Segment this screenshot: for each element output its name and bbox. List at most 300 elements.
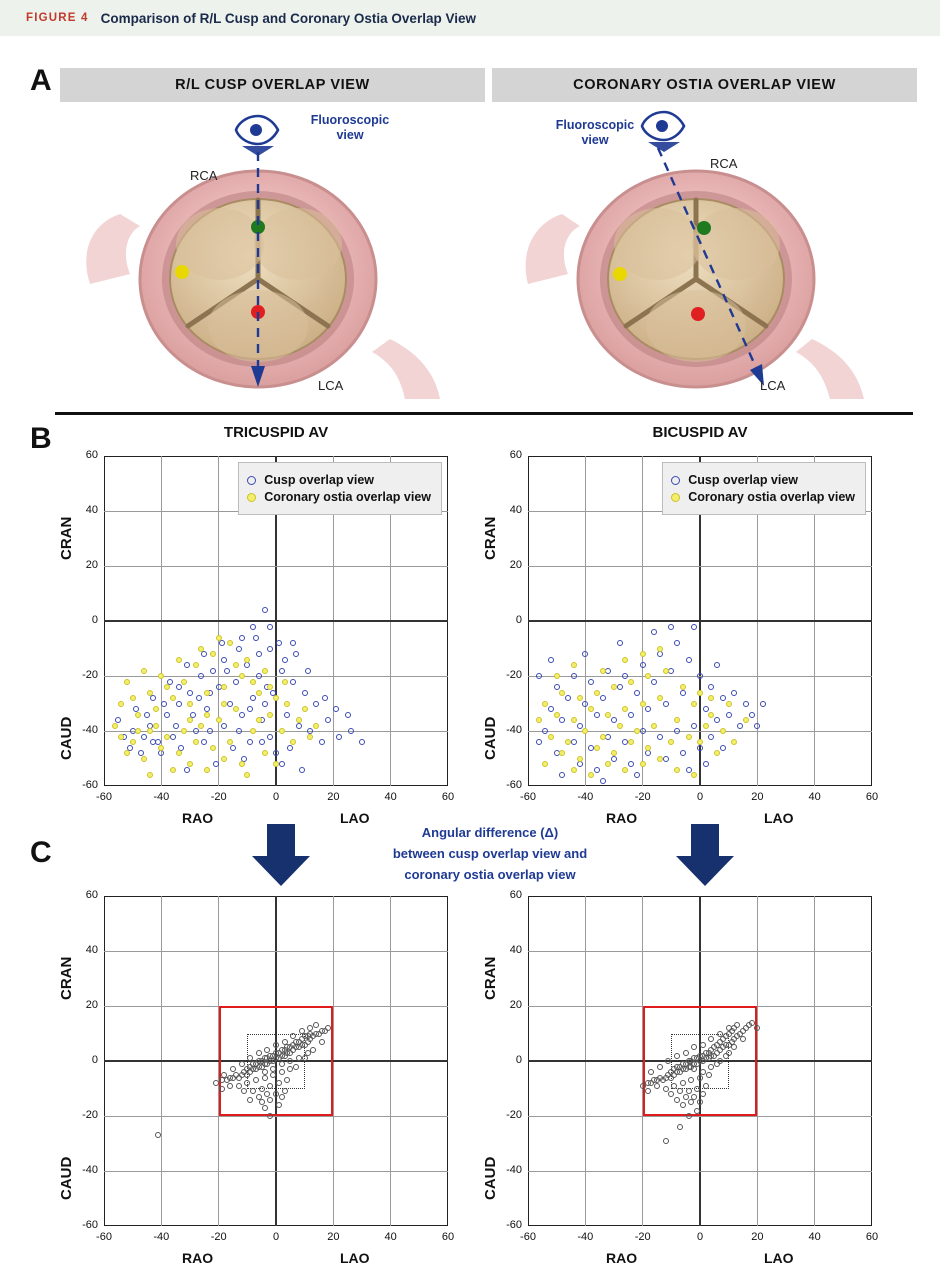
data-point bbox=[594, 745, 600, 751]
y-tick-label: 60 bbox=[85, 889, 98, 901]
panel-letter-b: B bbox=[30, 422, 52, 455]
y-tick-label: 20 bbox=[509, 999, 522, 1011]
x-axis-label-rao-b1: RAO bbox=[182, 810, 214, 826]
data-point bbox=[210, 745, 216, 751]
data-point bbox=[279, 761, 285, 767]
data-point bbox=[147, 728, 153, 734]
data-point bbox=[221, 657, 227, 663]
data-point bbox=[144, 712, 150, 718]
y-tick-label: -20 bbox=[506, 1109, 522, 1121]
down-arrow-right bbox=[676, 824, 734, 886]
data-point bbox=[147, 690, 153, 696]
data-point bbox=[187, 717, 193, 723]
x-axis-label-lao-b2: LAO bbox=[764, 810, 794, 826]
data-point bbox=[571, 739, 577, 745]
x-tick-label: -40 bbox=[153, 1231, 170, 1243]
x-tick-label: 60 bbox=[441, 1231, 455, 1243]
data-point bbox=[640, 761, 646, 767]
data-point bbox=[628, 712, 634, 718]
data-point bbox=[325, 717, 331, 723]
data-point bbox=[267, 712, 273, 718]
data-point bbox=[657, 734, 663, 740]
data-point bbox=[640, 701, 646, 707]
data-point bbox=[135, 712, 141, 718]
data-point bbox=[273, 761, 279, 767]
data-point bbox=[176, 701, 182, 707]
data-point bbox=[554, 673, 560, 679]
data-point bbox=[262, 1075, 268, 1081]
data-point bbox=[282, 1039, 288, 1045]
x-axis-label-rao-c2: RAO bbox=[606, 1250, 638, 1266]
aortic-root-illustration-right bbox=[492, 104, 917, 404]
data-point bbox=[345, 712, 351, 718]
data-point bbox=[279, 1094, 285, 1100]
data-point bbox=[634, 728, 640, 734]
x-tick-label: -20 bbox=[210, 1231, 227, 1243]
x-tick-label: -40 bbox=[153, 791, 170, 803]
figure-label: FIGURE 4 bbox=[26, 12, 89, 24]
data-point bbox=[605, 668, 611, 674]
y-tick-label: 60 bbox=[509, 449, 522, 461]
data-point bbox=[322, 695, 328, 701]
data-point bbox=[571, 717, 577, 723]
data-point bbox=[239, 673, 245, 679]
data-point bbox=[697, 745, 703, 751]
x-tick-label: 40 bbox=[384, 1231, 397, 1243]
y-tick-label: 60 bbox=[85, 449, 98, 461]
data-point bbox=[204, 690, 210, 696]
data-point bbox=[600, 668, 606, 674]
data-point bbox=[158, 745, 164, 751]
data-point bbox=[657, 651, 663, 657]
data-point bbox=[594, 690, 600, 696]
x-tick-label: 0 bbox=[696, 1231, 704, 1243]
data-point bbox=[726, 1050, 732, 1056]
data-point bbox=[299, 767, 305, 773]
data-point bbox=[293, 1064, 299, 1070]
chart-title-bicuspid: BICUSPID AV bbox=[652, 424, 748, 441]
x-axis-label-lao-c2: LAO bbox=[764, 1250, 794, 1266]
data-point bbox=[302, 1055, 308, 1061]
data-point bbox=[654, 1083, 660, 1089]
y-tick-label: -60 bbox=[82, 1219, 98, 1231]
data-point bbox=[173, 723, 179, 729]
data-point bbox=[640, 662, 646, 668]
legend-swatch-cusp bbox=[247, 476, 256, 485]
y-tick-label: -20 bbox=[82, 669, 98, 681]
y-axis-label-caud-c1: CAUD bbox=[58, 1156, 75, 1200]
data-point bbox=[216, 635, 222, 641]
x-tick-label: 0 bbox=[272, 1231, 280, 1243]
data-point bbox=[617, 640, 623, 646]
data-point bbox=[674, 1097, 680, 1103]
x-axis-zero-line bbox=[528, 620, 872, 622]
gridline-horizontal bbox=[528, 1171, 872, 1172]
y-tick-label: -60 bbox=[506, 779, 522, 791]
data-point bbox=[749, 712, 755, 718]
y-tick-label: 40 bbox=[509, 504, 522, 516]
x-tick-label: 0 bbox=[696, 791, 704, 803]
data-point bbox=[657, 695, 663, 701]
data-point bbox=[147, 772, 153, 778]
data-point bbox=[645, 745, 651, 751]
x-tick-label: 40 bbox=[808, 1231, 821, 1243]
data-point bbox=[210, 668, 216, 674]
data-point bbox=[164, 734, 170, 740]
data-point bbox=[640, 651, 646, 657]
data-point bbox=[176, 657, 182, 663]
data-point bbox=[262, 1105, 268, 1111]
data-point bbox=[700, 1091, 706, 1097]
data-point bbox=[703, 761, 709, 767]
panel-letter-a: A bbox=[30, 64, 52, 97]
data-point bbox=[577, 761, 583, 767]
data-point bbox=[674, 767, 680, 773]
x-tick-label: -60 bbox=[96, 1231, 112, 1243]
y-tick-label: 0 bbox=[515, 614, 522, 626]
data-point bbox=[577, 756, 583, 762]
data-point bbox=[239, 1061, 245, 1067]
data-point bbox=[313, 723, 319, 729]
data-point bbox=[717, 1031, 723, 1037]
y-tick-label: -40 bbox=[506, 724, 522, 736]
data-point bbox=[236, 1083, 242, 1089]
data-point bbox=[279, 1069, 285, 1075]
data-point bbox=[677, 1124, 683, 1130]
x-tick-label: 40 bbox=[808, 791, 821, 803]
data-point bbox=[221, 701, 227, 707]
data-point bbox=[170, 734, 176, 740]
data-point bbox=[680, 1080, 686, 1086]
legend-item-cusp bbox=[671, 473, 855, 487]
data-point bbox=[273, 1042, 279, 1048]
chart-legend bbox=[662, 462, 866, 515]
data-point bbox=[187, 761, 193, 767]
data-point bbox=[680, 750, 686, 756]
data-point bbox=[150, 739, 156, 745]
data-point bbox=[663, 701, 669, 707]
data-point bbox=[691, 701, 697, 707]
data-point bbox=[611, 750, 617, 756]
y-tick-label: 60 bbox=[509, 889, 522, 901]
data-point bbox=[299, 1028, 305, 1034]
data-point bbox=[319, 1039, 325, 1045]
x-tick-label: 20 bbox=[327, 791, 340, 803]
x-tick-label: -60 bbox=[520, 791, 536, 803]
legend-swatch-ostia bbox=[671, 493, 680, 502]
data-point bbox=[720, 695, 726, 701]
data-point bbox=[737, 723, 743, 729]
legend-item-ostia bbox=[247, 490, 431, 504]
gridline-horizontal bbox=[104, 566, 448, 567]
panel-divider bbox=[55, 412, 913, 415]
data-point bbox=[193, 728, 199, 734]
data-point bbox=[305, 668, 311, 674]
data-point bbox=[663, 1138, 669, 1144]
rca-label-right: RCA bbox=[710, 156, 738, 171]
data-point bbox=[273, 695, 279, 701]
data-point bbox=[262, 750, 268, 756]
data-point bbox=[219, 640, 225, 646]
data-point bbox=[221, 756, 227, 762]
data-point bbox=[250, 679, 256, 685]
panel-a-left-title: R/L CUSP OVERLAP VIEW bbox=[60, 68, 485, 102]
data-point bbox=[700, 1069, 706, 1075]
data-point bbox=[279, 728, 285, 734]
data-point bbox=[153, 706, 159, 712]
data-point bbox=[686, 767, 692, 773]
data-point bbox=[657, 756, 663, 762]
scatter-plot-delta-tricuspid bbox=[82, 889, 455, 1243]
data-point bbox=[267, 1083, 273, 1089]
aortic-root-illustration-left bbox=[60, 104, 485, 404]
data-point bbox=[170, 767, 176, 773]
data-point bbox=[124, 679, 130, 685]
data-point bbox=[542, 701, 548, 707]
scatter-plot-bicuspid bbox=[506, 449, 879, 803]
y-tick-label: -60 bbox=[82, 779, 98, 791]
legend-label-ostia: Coronary ostia overlap view bbox=[264, 490, 431, 504]
data-point bbox=[267, 646, 273, 652]
data-point bbox=[259, 739, 265, 745]
data-point bbox=[244, 657, 250, 663]
legend-label-ostia: Coronary ostia overlap view bbox=[688, 490, 855, 504]
data-point bbox=[221, 723, 227, 729]
gridline-horizontal bbox=[528, 731, 872, 732]
panel-letter-c: C bbox=[30, 836, 52, 869]
data-point bbox=[760, 701, 766, 707]
data-point bbox=[657, 1064, 663, 1070]
data-point bbox=[743, 717, 749, 723]
data-point bbox=[731, 690, 737, 696]
y-tick-label: 40 bbox=[509, 944, 522, 956]
data-point bbox=[348, 728, 354, 734]
data-point bbox=[571, 673, 577, 679]
data-point bbox=[193, 662, 199, 668]
data-point bbox=[181, 679, 187, 685]
x-tick-label: -40 bbox=[577, 1231, 594, 1243]
data-point bbox=[703, 723, 709, 729]
x-tick-label: 60 bbox=[441, 791, 455, 803]
data-point bbox=[279, 668, 285, 674]
data-point bbox=[571, 662, 577, 668]
data-point bbox=[216, 717, 222, 723]
data-point bbox=[227, 701, 233, 707]
data-point bbox=[611, 684, 617, 690]
data-point bbox=[118, 701, 124, 707]
data-point bbox=[130, 739, 136, 745]
red-ostium-marker bbox=[691, 307, 705, 321]
data-point bbox=[605, 734, 611, 740]
data-point bbox=[640, 728, 646, 734]
data-point bbox=[259, 1086, 265, 1092]
data-point bbox=[233, 706, 239, 712]
legend-label-cusp: Cusp overlap view bbox=[264, 473, 375, 487]
data-point bbox=[628, 679, 634, 685]
data-point bbox=[726, 701, 732, 707]
data-point bbox=[196, 695, 202, 701]
data-point bbox=[296, 723, 302, 729]
data-point bbox=[336, 734, 342, 740]
data-point bbox=[141, 734, 147, 740]
data-point bbox=[176, 750, 182, 756]
gridline-horizontal bbox=[104, 676, 448, 677]
y-tick-label: 20 bbox=[85, 559, 98, 571]
data-point bbox=[700, 1042, 706, 1048]
data-point bbox=[703, 1083, 709, 1089]
data-point bbox=[302, 690, 308, 696]
x-axis-zero-line bbox=[104, 620, 448, 622]
y-tick-label: 40 bbox=[85, 944, 98, 956]
data-point bbox=[247, 1097, 253, 1103]
lca-label-left: LCA bbox=[318, 378, 344, 393]
yellow-ostium-marker bbox=[175, 265, 189, 279]
data-point bbox=[548, 734, 554, 740]
gridline-horizontal bbox=[528, 951, 872, 952]
data-point bbox=[256, 1050, 262, 1056]
y-tick-label: 20 bbox=[509, 559, 522, 571]
data-point bbox=[130, 695, 136, 701]
x-tick-label: 20 bbox=[751, 791, 764, 803]
y-tick-label: -40 bbox=[82, 724, 98, 736]
data-point bbox=[262, 668, 268, 674]
x-axis-label-lao-b1: LAO bbox=[340, 810, 370, 826]
data-point bbox=[141, 668, 147, 674]
data-point bbox=[256, 717, 262, 723]
data-point bbox=[210, 651, 216, 657]
data-point bbox=[213, 761, 219, 767]
x-axis-label-rao-c1: RAO bbox=[182, 1250, 214, 1266]
x-tick-label: 60 bbox=[865, 791, 879, 803]
data-point bbox=[267, 1097, 273, 1103]
data-point bbox=[262, 701, 268, 707]
data-point bbox=[668, 668, 674, 674]
y-tick-label: 40 bbox=[85, 504, 98, 516]
fluoroscopic-view-label-left: Fluoroscopic view bbox=[310, 113, 390, 142]
data-point bbox=[253, 635, 259, 641]
x-tick-label: 20 bbox=[327, 1231, 340, 1243]
data-point bbox=[571, 767, 577, 773]
data-point bbox=[691, 624, 697, 630]
x-tick-label: 20 bbox=[751, 1231, 764, 1243]
data-point bbox=[691, 723, 697, 729]
data-point bbox=[236, 728, 242, 734]
figure-title: Comparison of R/L Cusp and Coronary Ostia Overlap View bbox=[100, 10, 476, 26]
data-point bbox=[611, 756, 617, 762]
x-tick-label: -20 bbox=[210, 791, 227, 803]
data-point bbox=[233, 662, 239, 668]
data-point bbox=[594, 712, 600, 718]
data-point bbox=[302, 706, 308, 712]
data-point bbox=[282, 679, 288, 685]
y-tick-label: -20 bbox=[82, 1109, 98, 1121]
data-point bbox=[686, 657, 692, 663]
x-axis-label-lao-c1: LAO bbox=[340, 1250, 370, 1266]
y-axis-label-cran-b2: CRAN bbox=[482, 516, 499, 560]
data-point bbox=[600, 695, 606, 701]
y-tick-label: 0 bbox=[91, 1054, 98, 1066]
legend-swatch-cusp bbox=[671, 476, 680, 485]
x-tick-label: -60 bbox=[96, 791, 112, 803]
x-axis-label-rao-b2: RAO bbox=[606, 810, 638, 826]
data-point bbox=[276, 1102, 282, 1108]
data-point bbox=[703, 706, 709, 712]
data-point bbox=[680, 684, 686, 690]
fluoroscopic-view-label-right: Fluoroscopic view bbox=[555, 118, 635, 147]
data-point bbox=[262, 1069, 268, 1075]
data-point bbox=[726, 1025, 732, 1031]
y-axis-label-cran-c2: CRAN bbox=[482, 956, 499, 1000]
data-point bbox=[686, 1113, 692, 1119]
y-axis-label-cran-c1: CRAN bbox=[58, 956, 75, 1000]
data-point bbox=[726, 712, 732, 718]
data-point bbox=[554, 684, 560, 690]
data-point bbox=[176, 684, 182, 690]
y-axis-label-cran-b1: CRAN bbox=[58, 516, 75, 560]
data-point bbox=[213, 1080, 219, 1086]
data-point bbox=[740, 1036, 746, 1042]
data-point bbox=[617, 723, 623, 729]
data-point bbox=[749, 1020, 755, 1026]
data-point bbox=[187, 690, 193, 696]
lca-label-right: LCA bbox=[760, 378, 786, 393]
data-point bbox=[267, 624, 273, 630]
data-point bbox=[170, 695, 176, 701]
x-tick-label: -60 bbox=[520, 1231, 536, 1243]
data-point bbox=[164, 712, 170, 718]
data-point bbox=[674, 1053, 680, 1059]
data-point bbox=[239, 712, 245, 718]
data-point bbox=[680, 690, 686, 696]
scatter-plot-delta-bicuspid bbox=[506, 889, 879, 1243]
y-axis-label-caud-b1: CAUD bbox=[58, 716, 75, 760]
data-point bbox=[276, 1080, 282, 1086]
data-point bbox=[204, 767, 210, 773]
y-tick-label: -60 bbox=[506, 1219, 522, 1231]
data-point bbox=[250, 624, 256, 630]
data-point bbox=[256, 673, 262, 679]
scatter-plot-tricuspid bbox=[82, 449, 455, 803]
data-point bbox=[706, 1072, 712, 1078]
data-point bbox=[668, 624, 674, 630]
data-point bbox=[683, 1094, 689, 1100]
data-point bbox=[686, 734, 692, 740]
data-point bbox=[236, 646, 242, 652]
data-point bbox=[697, 739, 703, 745]
data-point bbox=[307, 734, 313, 740]
x-tick-label: 0 bbox=[272, 791, 280, 803]
data-point bbox=[663, 756, 669, 762]
gridline-horizontal bbox=[104, 951, 448, 952]
y-tick-label: 20 bbox=[85, 999, 98, 1011]
data-point bbox=[230, 745, 236, 751]
data-point bbox=[256, 651, 262, 657]
data-point bbox=[577, 723, 583, 729]
data-point bbox=[313, 701, 319, 707]
data-point bbox=[187, 701, 193, 707]
data-point bbox=[262, 607, 268, 613]
data-point bbox=[680, 1102, 686, 1108]
data-point bbox=[671, 1083, 677, 1089]
x-tick-label: -40 bbox=[577, 791, 594, 803]
data-point bbox=[548, 706, 554, 712]
data-point bbox=[657, 646, 663, 652]
data-point bbox=[754, 723, 760, 729]
legend-label-cusp: Cusp overlap view bbox=[688, 473, 799, 487]
gridline-horizontal bbox=[528, 566, 872, 567]
x-tick-label: -20 bbox=[634, 1231, 651, 1243]
data-point bbox=[634, 772, 640, 778]
